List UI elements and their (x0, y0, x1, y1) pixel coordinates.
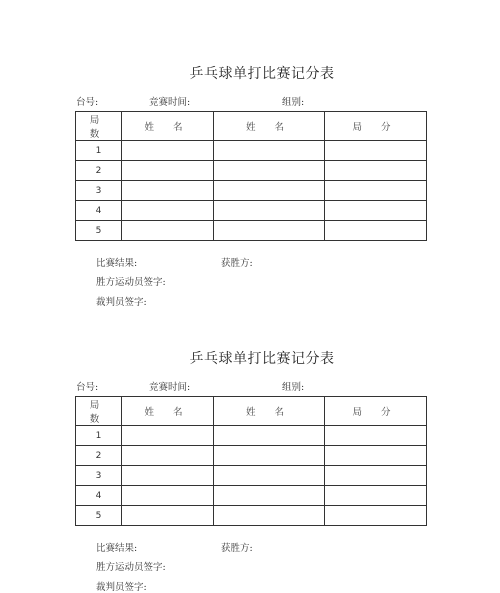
name-b-cell[interactable] (214, 161, 325, 181)
game-score-cell[interactable] (325, 201, 427, 221)
game-number: 4 (76, 486, 122, 506)
game-score-cell[interactable] (325, 161, 427, 181)
game-score-cell[interactable] (325, 221, 427, 241)
table-row (76, 201, 427, 221)
name-a-cell[interactable] (122, 181, 214, 201)
name-b-cell[interactable] (214, 201, 325, 221)
header-games: 局 数 (76, 112, 122, 141)
game-number: 3 (76, 466, 122, 486)
header-row (76, 397, 427, 426)
group-label: 组别: (282, 97, 305, 108)
match-time-label: 竞赛时间: (149, 97, 191, 108)
game-score-cell[interactable] (325, 486, 427, 506)
name-a-cell[interactable] (122, 221, 214, 241)
header-row (76, 112, 427, 141)
match-result-label: 比赛结果: (96, 543, 138, 554)
score-table (75, 396, 427, 526)
game-number: 5 (76, 506, 122, 526)
name-a-cell[interactable] (122, 486, 214, 506)
name-b-cell[interactable] (214, 446, 325, 466)
header-game-score: 局 分 (325, 112, 427, 141)
game-number: 5 (76, 221, 122, 241)
match-result-label: 比赛结果: (96, 258, 138, 269)
table-row (76, 161, 427, 181)
score-table (75, 111, 427, 241)
match-time-label: 竞赛时间: (149, 382, 191, 393)
name-a-cell[interactable] (122, 161, 214, 181)
game-score-cell[interactable] (325, 446, 427, 466)
name-a-cell[interactable] (122, 201, 214, 221)
header-game-score: 局 分 (325, 397, 427, 426)
header-name-a: 姓 名 (122, 397, 214, 426)
table-row (76, 446, 427, 466)
game-score-cell[interactable] (325, 181, 427, 201)
name-b-cell[interactable] (214, 466, 325, 486)
name-a-cell[interactable] (122, 506, 214, 526)
game-number: 4 (76, 201, 122, 221)
name-a-cell[interactable] (122, 446, 214, 466)
header-name-a: 姓 名 (122, 112, 214, 141)
referee-signature-label: 裁判员签字: (96, 297, 147, 308)
form-title: 乒乓球单打比赛记分表 (189, 351, 335, 367)
winner-signature-label: 胜方运动员签字: (96, 277, 166, 288)
winner-signature-label: 胜方运动员签字: (96, 562, 166, 573)
name-b-cell[interactable] (214, 181, 325, 201)
game-number: 1 (76, 141, 122, 161)
game-number: 2 (76, 446, 122, 466)
game-number: 2 (76, 161, 122, 181)
name-a-cell[interactable] (122, 466, 214, 486)
game-number: 3 (76, 181, 122, 201)
game-number: 1 (76, 426, 122, 446)
name-a-cell[interactable] (122, 141, 214, 161)
table-row (76, 221, 427, 241)
form-title: 乒乓球单打比赛记分表 (189, 66, 335, 82)
game-score-cell[interactable] (325, 141, 427, 161)
header-name-b: 姓 名 (214, 112, 325, 141)
table-row (76, 426, 427, 446)
winner-label: 获胜方: (221, 543, 253, 554)
header-games: 局 数 (76, 397, 122, 426)
name-b-cell[interactable] (214, 506, 325, 526)
table-row (76, 466, 427, 486)
name-b-cell[interactable] (214, 141, 325, 161)
header-name-b: 姓 名 (214, 397, 325, 426)
game-score-cell[interactable] (325, 426, 427, 446)
table-row (76, 181, 427, 201)
group-label: 组别: (282, 382, 305, 393)
name-b-cell[interactable] (214, 221, 325, 241)
name-a-cell[interactable] (122, 426, 214, 446)
winner-label: 获胜方: (221, 258, 253, 269)
table-row (76, 141, 427, 161)
table-number-label: 台号: (76, 382, 99, 393)
game-score-cell[interactable] (325, 506, 427, 526)
table-row (76, 506, 427, 526)
name-b-cell[interactable] (214, 426, 325, 446)
table-row (76, 486, 427, 506)
name-b-cell[interactable] (214, 486, 325, 506)
referee-signature-label: 裁判员签字: (96, 582, 147, 593)
table-number-label: 台号: (76, 97, 99, 108)
game-score-cell[interactable] (325, 466, 427, 486)
